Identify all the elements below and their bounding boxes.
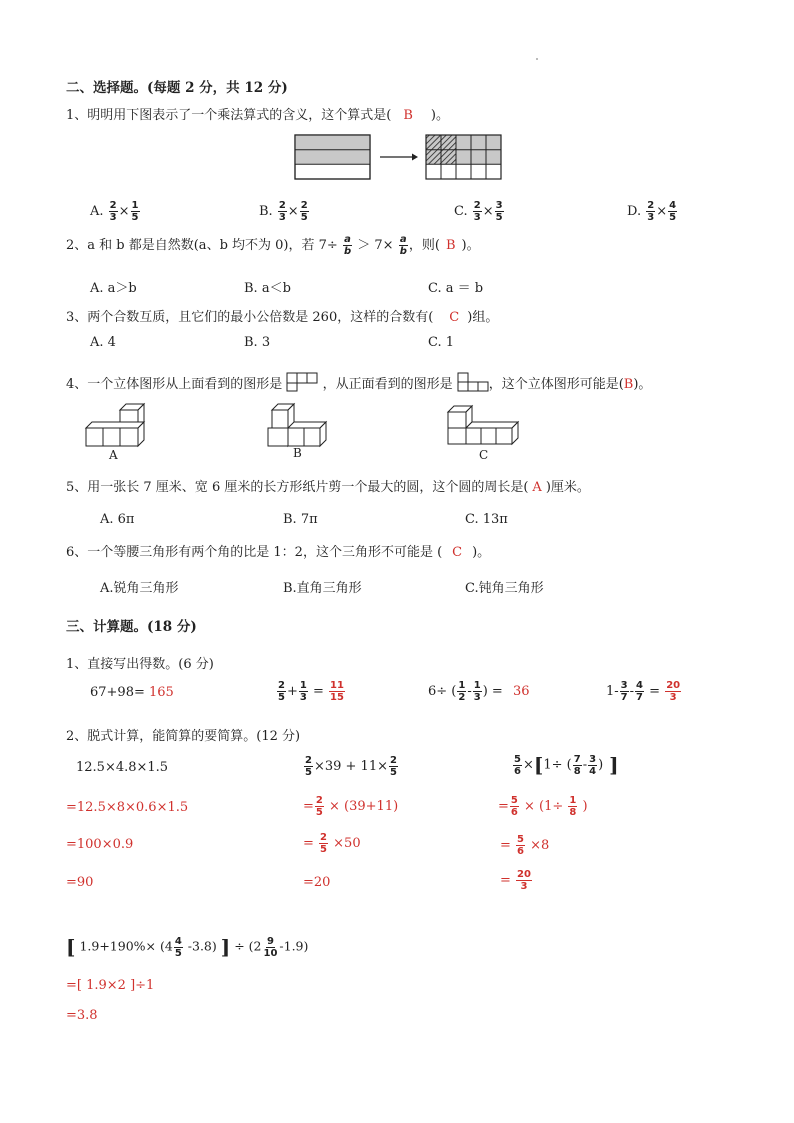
q5-option-a: A. 6π xyxy=(100,512,135,527)
cube-figure-b xyxy=(264,402,336,448)
c2-step-2: = $\frac{2}{5}$ ×50 xyxy=(303,832,361,855)
c2-expr: $\frac{2}{5}$ ×39 + 11× $\frac{2}{5}$ xyxy=(305,755,397,778)
question-5: 5、用一张长 7 厘米、宽 6 厘米的长方形纸片剪一个最大的圆，这个圆的周长是( A )厘米。 xyxy=(66,480,590,495)
scan-dot xyxy=(536,58,538,60)
top-view-icon xyxy=(286,372,318,392)
q1-option-d: D. $\frac{2}{3}$ × $\frac{4}{5}$ xyxy=(627,200,677,223)
part-1-title: 1、直接写出得数。(6 分) xyxy=(66,657,214,672)
c3-step-1: = $\frac{5}{6}$ × (1÷ $\frac{1}{8}$ ) xyxy=(498,795,588,818)
answer-4: B xyxy=(623,377,634,392)
q6-option-b: B.直角三角形 xyxy=(283,581,362,596)
calc-3-answer: 36 xyxy=(512,684,530,699)
label-c: C xyxy=(479,448,489,462)
calc-1-answer: 165 xyxy=(149,685,174,700)
c4-expr: [ 1.9+190%× (4 $\frac{4}{5}$ -3.8) ] ÷ (2 $\frac{9}{10}$ -1.9) xyxy=(66,935,309,959)
question-2: 2、a 和 b 都是自然数(a、b 均不为 0)，若 7÷ $\frac{a}{b}$ ＞ 7× $\frac{a}{b}$ ，则( B )。 xyxy=(66,234,480,257)
answer-2: B xyxy=(445,238,456,253)
q3-option-b: B. 3 xyxy=(244,335,271,350)
calc-4: 1- $\frac{3}{7}$ - $\frac{4}{7}$ = $\frac{20}{3}$ xyxy=(606,680,681,703)
answer-3: C xyxy=(449,310,460,325)
q1-option-a: A. $\frac{2}{3}$ × $\frac{1}{5}$ xyxy=(90,200,139,223)
section-3-title: 三、计算题。(18 分) xyxy=(66,619,197,635)
q3-option-a: A. 4 xyxy=(90,335,116,350)
q5-option-c: C. 13π xyxy=(465,512,508,527)
c4-step-1: =[ 1.9×2 ]÷1 xyxy=(66,978,155,993)
q1-option-b: B. $\frac{2}{3}$ × $\frac{2}{5}$ xyxy=(259,200,308,223)
c1-step-1: =12.5×8×0.6×1.5 xyxy=(66,800,189,815)
q2-option-b: B. a＜b xyxy=(244,281,291,296)
question-3: 3、两个合数互质，且它们的最小公倍数是 260，这样的合数有( C )组。 xyxy=(66,310,499,325)
calc-4-answer: $\frac{20}{3}$ xyxy=(666,680,681,703)
calc-1: 67+98= 165 xyxy=(90,685,174,700)
question-4: 4、一个立体图形从上面看到的图形是 ，从正面看到的图形是 ，这个立体图形可能是(B)。 xyxy=(66,372,651,392)
section-2-title: 二、选择题。(每题 2 分，共 12 分) xyxy=(66,80,288,96)
cube-figure-a xyxy=(82,402,154,448)
front-view-icon xyxy=(457,372,489,392)
c1-step-2: =100×0.9 xyxy=(66,837,134,852)
answer-6: C xyxy=(452,545,463,560)
q2-option-c: C. a ＝ b xyxy=(428,281,484,296)
q2-option-a: A. a＞b xyxy=(90,281,137,296)
calc-3: 6÷ ( $\frac{1}{2}$ - $\frac{1}{3}$ ) = 36 xyxy=(428,680,530,703)
question-1: 1、明明用下图表示了一个乘法算式的含义，这个算式是( B )。 xyxy=(66,108,449,123)
label-a: A xyxy=(109,448,118,462)
q6-option-c: C.钝角三角形 xyxy=(465,581,544,596)
q6-option-a: A.锐角三角形 xyxy=(100,581,179,596)
question-1-figure xyxy=(294,134,508,182)
calc-2-answer: $\frac{11}{15}$ xyxy=(330,680,344,703)
c3-step-3: = $\frac{20}{3}$ xyxy=(500,869,531,892)
c3-expr: $\frac{5}{6}$ ×[1÷ ( $\frac{7}{8}$ - $\frac{3}{4}$ ) ] xyxy=(514,753,619,777)
label-b: B xyxy=(293,446,302,460)
q5-option-b: B. 7π xyxy=(283,512,318,527)
answer-1: B xyxy=(403,108,413,123)
q1-option-c: C. $\frac{2}{3}$ × $\frac{3}{5}$ xyxy=(454,200,503,223)
question-6: 6、一个等腰三角形有两个角的比是 1：2，这个三角形不可能是 ( C )。 xyxy=(66,545,491,560)
c2-step-1: = $\frac{2}{5}$ × (39+11) xyxy=(303,795,399,818)
q3-option-c: C. 1 xyxy=(428,335,455,350)
arrow-head-icon xyxy=(412,154,418,161)
calc-2: $\frac{2}{5}$ + $\frac{1}{3}$ = $\frac{11}{15}$ xyxy=(278,680,344,703)
c2-step-3: =20 xyxy=(303,875,331,890)
cube-figure-c xyxy=(444,404,520,448)
c1-expr: 12.5×4.8×1.5 xyxy=(76,760,169,775)
c1-step-3: =90 xyxy=(66,875,94,890)
c4-step-2: =3.8 xyxy=(66,1008,98,1023)
part-2-title: 2、脱式计算，能简算的要简算。(12 分) xyxy=(66,729,301,744)
answer-5: A xyxy=(532,480,542,495)
c3-step-2: = $\frac{5}{6}$ ×8 xyxy=(500,834,550,857)
